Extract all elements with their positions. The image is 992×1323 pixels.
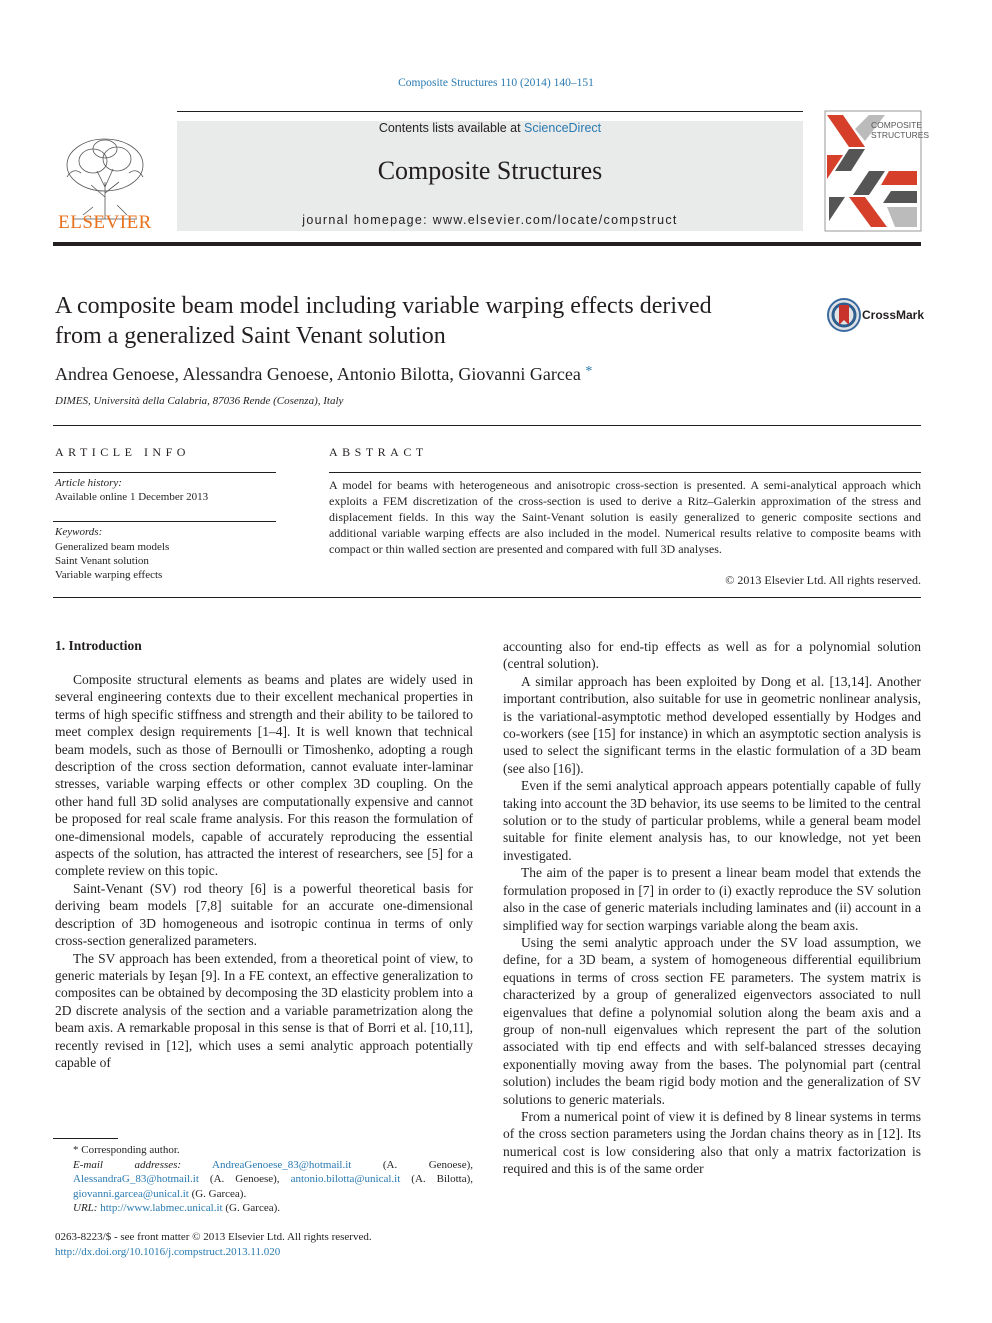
footnote-divider	[53, 1138, 118, 1139]
journal-title[interactable]: Composite Structures	[377, 156, 603, 185]
doi-link[interactable]: http://dx.doi.org/10.1016/j.compstruct.2013.11.020	[55, 1245, 281, 1258]
homepage-url[interactable]: www.elsevier.com/locate/compstruct	[432, 213, 678, 227]
section-heading: 1. Introduction	[55, 638, 142, 653]
journal-cover-thumbnail[interactable]	[825, 111, 930, 231]
divider	[329, 472, 921, 473]
url-owner: (G. Garcea).	[225, 1202, 281, 1214]
email-link[interactable]: AlessandraG_83@hotmail.it	[73, 1173, 199, 1185]
title-line-2: from a generalized Saint Venant solution	[55, 323, 446, 349]
body-paragraph: A similar approach has been exploited by Dong et al. [13,14]. Another important contribution, also suitable for use in geometric nonlinear analysis, is the variational-asymptotic method developed essentially by Hodges and co-workers (see [15] for instance) in which an asymptotic section analysis is used to select the significant terms in the elastic formulation of a 3D beam (see also [16]).	[503, 673, 921, 776]
email-link[interactable]: giovanni.garcea@unical.it	[73, 1187, 189, 1200]
body-paragraph: accounting also for end-tip effects as well as for a polynomial solution (central solution).	[503, 639, 921, 672]
authors-names: Andrea Genoese, Alessandra Genoese, Antonio Bilotta, Giovanni Garcea	[55, 364, 581, 384]
article-history-value: Available online 1 December 2013	[55, 491, 209, 503]
keywords-label: Keywords:	[55, 526, 103, 538]
elsevier-wordmark[interactable]: ELSEVIER	[58, 212, 152, 233]
body-paragraph: Composite structural elements as beams and plates are widely used in several engineering contexts due to their excellent mechanical properties in terms of high specific stiffness and strength and their ability to be tailored to meet complex design requirements [1–4]. It is well known that technical beam models, such as those of Bernoulli or Timoshenko, adopting a rough description of the cross section deformation, cannot evaluate inter-laminar stresses, variable warping effects or other complex 3D coupling. On the other hand full 3D solid analyses are computationally expensive and cannot be proposed for real scale frame analysis. For this reason the formulation of one-dimensional models, capable of accurately reproducing the essential aspects of the solution, has attracted the interest of researchers, see [5] for a complete review on this topic.	[55, 672, 473, 879]
corresponding-author-note: * Corresponding author.	[73, 1144, 180, 1156]
cover-title-line1: COMPOSITE	[871, 120, 923, 130]
keyword-item: Saint Venant solution	[55, 555, 149, 567]
journal-homepage	[177, 213, 803, 227]
body-column-left	[55, 671, 473, 1071]
contents-availability	[177, 121, 803, 135]
keyword-item: Variable warping effects	[55, 569, 163, 581]
journal-citation[interactable]: Composite Structures 110 (2014) 140–151	[398, 77, 594, 89]
abstract-heading: ABSTRACT	[329, 445, 428, 459]
email-link[interactable]: AndreaGenoese_83@hotmail.it	[212, 1158, 352, 1171]
homepage-prefix: journal homepage:	[302, 213, 433, 227]
divider	[53, 597, 921, 598]
article-info-heading: ARTICLE INFO	[55, 445, 190, 459]
body-paragraph: From a numerical point of view it is defined by 8 linear systems in terms of the cross section parameters using the Jordan chains theory as in [12]. Its numerical cost is low considering also that only a matrix factorization is required and this is of the same order	[503, 1108, 921, 1177]
issn-line: 0263-8223/$ - see front matter © 2013 Elsevier Ltd. All rights reserved.	[55, 1231, 372, 1243]
author-list	[55, 364, 592, 385]
header-divider	[53, 242, 921, 246]
body-column-right	[503, 638, 921, 1178]
email-link[interactable]: antonio.bilotta@unical.it	[290, 1173, 401, 1185]
email-note	[55, 1158, 473, 1202]
body-paragraph: Saint-Venant (SV) rod theory [6] is a powerful theoretical basis for deriving beam models [7,8] suitable for an accurate one-dimensional description of 3D homogeneous and isotropic continua in terms of only cross-section generalized parameters.	[55, 880, 473, 949]
cover-title-line2: STRUCTURES	[871, 130, 930, 140]
divider	[53, 425, 921, 426]
article-history-label: Article history:	[55, 477, 122, 489]
crossmark-label[interactable]: CrossMark	[862, 308, 925, 322]
crossmark-icon[interactable]	[827, 298, 861, 332]
keyword-item: Generalized beam models	[55, 541, 170, 553]
email-owner: (A. Genoese),	[382, 1158, 473, 1171]
url-note	[55, 1201, 473, 1216]
masthead-rule	[177, 111, 803, 112]
corresponding-author-marker[interactable]: *	[585, 364, 593, 379]
body-paragraph: The aim of the paper is to present a linear beam model that extends the formulation proposed in [7] in order to (i) exactly reproduce the SV solution also in the case of generic materials including laminates and (ii) account in a simplified way for section warpings variable along the beam axis.	[503, 865, 921, 933]
contents-prefix: Contents lists available at	[378, 121, 525, 135]
footnotes	[55, 1143, 473, 1216]
divider	[53, 472, 276, 473]
affiliation: DIMES, Università della Calabria, 87036 Rende (Cosenza), Italy	[55, 395, 344, 407]
sciencedirect-link[interactable]: ScienceDirect	[524, 121, 602, 135]
url-label: URL:	[73, 1202, 98, 1214]
front-matter-info	[55, 1230, 475, 1259]
body-paragraph: The SV approach has been extended, from a theoretical point of view, to generic materials by Ieşan [9]. In a FE context, an effective generalization to composites can be obtained by decomposing the 3D elasticity problem into a 2D discrete analysis of the section and a variable parametrization along the beam axis. A remarkable proposal in this sense is that of Borri et al. [10,11], recently revised in [12], which uses a semi analytic approach potentially capable of	[55, 950, 473, 1070]
divider	[53, 521, 276, 522]
email-owner: (A. Bilotta),	[411, 1173, 474, 1185]
article-title	[55, 291, 795, 351]
title-line-1: A composite beam model including variable warping effects derived	[55, 293, 712, 319]
abstract-body: A model for beams with heterogeneous and anisotropic cross-section is presented. A semi-analytical approach which exploits a FEM discretization of the cross-section is used to derive a Ritz–Galerkin approximation of the stress and displacement fields. In this way the Saint-Venant solution is easily generalized to generic composite sections and additional variable warping effects are also included in the model. Numerical results relative to composite beams with compact or thin walled section are presented and compared with full 3D analyses.	[329, 478, 921, 556]
email-label: E-mail addresses:	[73, 1158, 182, 1171]
body-paragraph: Using the semi analytic approach under the SV load assumption, we define, for a 3D beam, a system of homogeneous differential equilibrium equations in terms of cross section FE parameters. The system matrix is characterized by a group of generalized eigenvectors associated to null eigenvalues that define a polynomial solution along the beam axis and a group of non-null eigenvalues which represent the part of the solution associated with tip end effects and with self-balanced stresses decaying exponentially moving away from the bases. The polynomial part (central solution) includes the beam rigid body motion and the generalization of SV solutions to generic materials.	[503, 934, 921, 1107]
copyright-notice: © 2013 Elsevier Ltd. All rights reserved.	[725, 573, 921, 587]
email-owner: (G. Garcea).	[191, 1187, 247, 1200]
email-owner: (A. Genoese),	[209, 1173, 280, 1185]
keywords-list	[55, 540, 169, 582]
body-paragraph: Even if the semi analytical approach appears potentially capable of fully taking into account the 3D behavior, its use seems to be limited to the central solution or to the study of particular problems, while a general beam model suitable for finite element analysis has, to our knowledge, not yet been investigated.	[503, 778, 921, 863]
homepage-link[interactable]: http://www.labmec.unical.it	[100, 1202, 223, 1214]
